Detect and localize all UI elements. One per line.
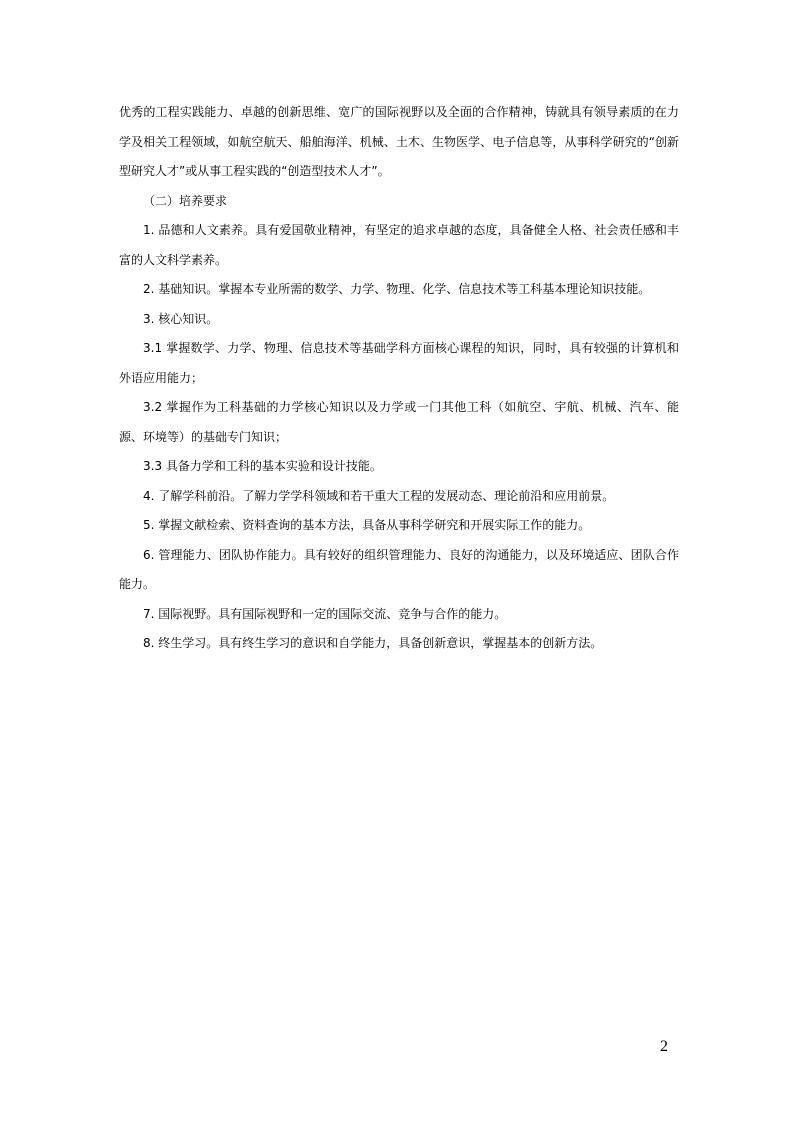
requirement-6-management: 6. 管理能力、团队协作能力。具有较好的组织管理能力、良好的沟通能力，以及环境适应、团队合作能力。	[119, 547, 679, 591]
requirement-3-core-knowledge: 3. 核心知识。	[143, 311, 219, 326]
page-number: 2	[660, 1038, 668, 1055]
requirement-1-ethics: 1. 品德和人文素养。具有爱国敬业精神，有坚定的追求卓越的态度，具备健全人格、社会责任感和丰富的人文科学素养。	[119, 223, 679, 267]
page-body	[119, 98, 679, 659]
requirement-8-lifelong-learning: 8. 终生学习。具有终生学习的意识和自学能力，具备创新意识，掌握基本的创新方法。	[143, 636, 603, 650]
requirement-2-basic-knowledge: 2. 基础知识。掌握本专业所需的数学、力学、物理、化学、信息技术等工科基本理论知识技能。	[143, 282, 651, 296]
section-heading-requirements: （二）培养要求	[143, 193, 228, 208]
requirement-4-frontier: 4. 了解学科前沿。了解力学学科领域和若干重大工程的发展动态、理论前沿和应用前景。	[143, 488, 615, 503]
requirement-3-3: 3.3 具备力学和工科的基本实验和设计技能。	[143, 459, 382, 473]
requirement-5-literature: 5. 掌握文献检索、资料查询的基本方法，具备从事科学研究和开展实际工作的能力。	[143, 518, 591, 532]
requirement-3-2: 3.2 掌握作为工科基础的力学核心知识以及力学或一门其他工科（如航空、宇航、机械、汽车、能源、环境等）的基础专门知识；	[119, 400, 679, 444]
requirement-3-1: 3.1 掌握数学、力学、物理、信息技术等基础学科方面核心课程的知识，同时，具有较强的计算机和外语应用能力；	[119, 341, 679, 385]
paragraph-talent-goal: 优秀的工程实践能力、卓越的创新思维、宽广的国际视野以及全面的合作精神，铸就具有领导素质的在力学及相关工程领域，如航空航天、船舶海洋、机械、土木、生物医学、电子信息等，从事科学研究的“创新型研究人才”或从事工程实践的“创造型技术人才”。	[119, 105, 679, 178]
requirement-7-international: 7. 国际视野。具有国际视野和一定的国际交流、竞争与合作的能力。	[143, 606, 507, 621]
